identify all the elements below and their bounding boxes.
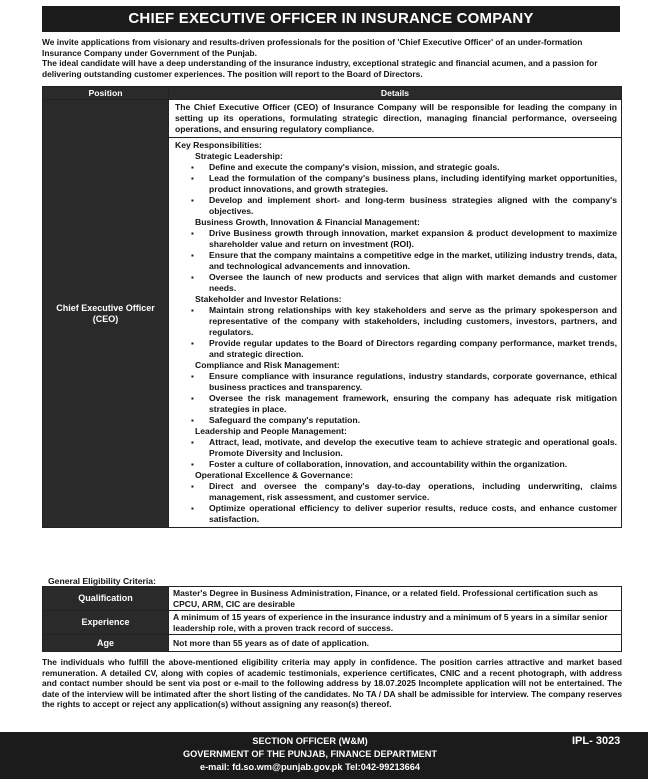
list-item: ▪ Ensure that the company maintains a competitive edge in the market, utilizing industry trends, data, and technological advancements and innovation. [189, 250, 617, 272]
section-heading: Compliance and Risk Management: [195, 360, 340, 370]
list-item: ▪ Oversee the launch of new products and services that align with market demands and customer needs. [189, 272, 617, 294]
ad-title: CHIEF EXECUTIVE OFFICER IN INSURANCE COMPANY [42, 6, 620, 32]
responsibilities-cell [169, 138, 622, 528]
list-item: ▪ Direct and oversee the company's day-to-day operations, including underwriting, claims management, risk assessment, and customer service. [189, 481, 617, 503]
responsibility-list [175, 481, 617, 525]
list-item: ▪ Provide regular updates to the Board of Directors regarding company performance, market trends, and strategic direction. [189, 338, 617, 360]
qualification-value: Master's Degree in Business Administration, Finance, or a related field. Professional certification such as CPCU, ARM, CIC are desirable [169, 587, 622, 611]
table-row [43, 611, 622, 635]
responsibility-list [175, 371, 617, 426]
qualification-label: Qualification [43, 587, 169, 611]
closing-text: The individuals who fulfill the above-mentioned eligibility criteria may apply in confidence. The position carries attractive and market based remuneration. A detailed CV, along with copies of academic testimonials, experience certificates, CNIC and a recent photograph, with address and contact number should be sent via post or e-mail to the following address by 18.07.2025 Incomplete application will not be entertained. The date of the interview will be intimated after the short listing of the candidates. No TA / DA shall be admissible for interview. The company reserves the rights to accept or reject any application(s) without assigning any reason(s) thereof. [42, 657, 622, 710]
responsibility-list [175, 437, 617, 470]
position-cell [43, 100, 169, 528]
responsibility-list [175, 162, 617, 217]
position-abbr: (CEO) [92, 313, 119, 324]
section-heading: Stakeholder and Investor Relations: [195, 294, 342, 304]
details-header: Details [169, 87, 622, 100]
footer-office: SECTION OFFICER (W&M) [252, 736, 368, 746]
list-item: ▪ Define and execute the company's vision, mission, and strategic goals. [189, 162, 617, 173]
section-heading: Leadership and People Management: [195, 426, 347, 436]
section-heading: Operational Excellence & Governance: [195, 470, 354, 480]
ipl-reference: IPL- 3023 [572, 735, 621, 747]
list-item: ▪ Develop and implement short- and long-term business strategies aligned with the company's objectives. [189, 195, 617, 217]
responsibility-list [175, 228, 617, 294]
list-item: ▪ Maintain strong relationships with key stakeholders and serve as the primary spokesperson and representative of the company with stakeholders, including customers, investors, partners, and regulators. [189, 305, 617, 338]
position-header: Position [43, 87, 169, 100]
table-row [43, 587, 622, 611]
list-item: ▪ Optimize operational efficiency to deliver superior results, reduce costs, and enhance customer satisfaction. [189, 503, 617, 525]
list-item: ▪ Attract, lead, motivate, and develop the executive team to achieve strategic and operational goals. Promote Diversity and Inclusion. [189, 437, 617, 459]
section-heading: Strategic Leadership: [195, 151, 283, 161]
footer-address [150, 735, 470, 774]
list-item: ▪ Safeguard the company's reputation. [189, 415, 617, 426]
position-table [42, 86, 622, 528]
experience-value: A minimum of 15 years of experience in the insurance industry and a minimum of 5 years in a similar senior leadership role, with a proven track record of success. [169, 611, 622, 635]
intro-paragraph: We invite applications from visionary and results-driven professionals for the position of 'Chief Executive Officer' of an under-formation Insurance Company under Government of the Punjab. [42, 37, 583, 58]
list-item: ▪ Ensure compliance with insurance regulations, industry standards, corporate governance, ethical business practices and transparency. [189, 371, 617, 393]
list-item: ▪ Drive Business growth through innovation, market expansion & product development to maximize shareholder value and return on investment (ROI). [189, 228, 617, 250]
footer-contact: e-mail: fd.so.wm@punjab.gov.pk Tel:042-99213664 [200, 762, 420, 772]
table-row [43, 635, 622, 652]
list-item: ▪ Oversee the risk management framework, ensuring the company has adequate risk mitigation strategies in place. [189, 393, 617, 415]
eligibility-table [42, 586, 622, 652]
key-heading: Key Responsibilities: [175, 140, 262, 150]
footer-department: GOVERNMENT OF THE PUNJAB, FINANCE DEPARTMENT [182, 749, 438, 759]
position-title: Chief Executive Officer [56, 302, 155, 313]
intro-paragraph: The ideal candidate will have a deep understanding of the insurance industry, exceptional strategic and financial acumen, and a passion for delivering outstanding customer experiences. The position will report to the Board of Directors. [42, 58, 598, 79]
footer [0, 732, 648, 779]
responsibility-list [175, 305, 617, 360]
eligibility-heading: General Eligibility Criteria: [48, 576, 156, 586]
experience-label: Experience [43, 611, 169, 635]
age-label: Age [43, 635, 169, 652]
intro-text [42, 37, 622, 79]
section-heading: Business Growth, Innovation & Financial Management: [195, 217, 420, 227]
summary-cell: The Chief Executive Officer (CEO) of Insurance Company will be responsible for leading the company in setting up its operations, formulating strategic direction, managing financial performance, overseeing operations, and ensuring regulatory compliance. [169, 100, 622, 138]
age-value: Not more than 55 years as of date of application. [169, 635, 622, 652]
list-item: ▪ Foster a culture of collaboration, innovation, and accountability within the organization. [189, 459, 617, 470]
list-item: ▪ Lead the formulation of the company's business plans, including identifying market opportunities, product innovations, and growth strategies. [189, 173, 617, 195]
